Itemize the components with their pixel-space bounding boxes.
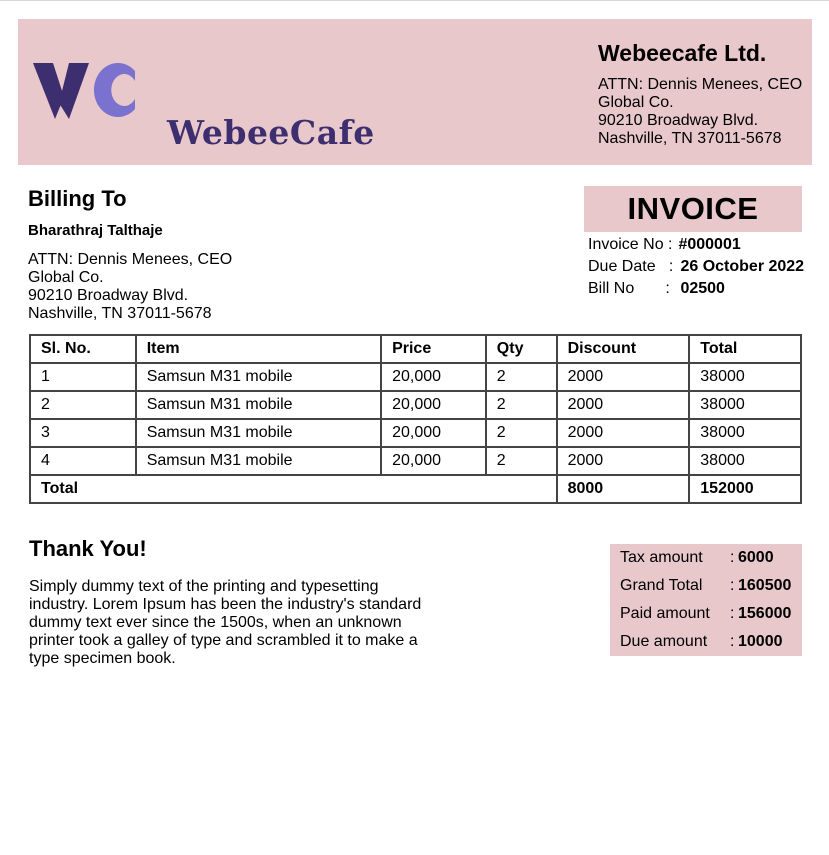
table-row [30, 419, 801, 447]
totals-summary [610, 544, 802, 656]
billing-address-line: 90210 Broadway Blvd. [28, 287, 189, 304]
tax-amount-label: Tax amount [620, 549, 703, 566]
table-row [30, 391, 801, 419]
due-amount-label: Due amount [620, 633, 708, 650]
paid-amount-label: Paid amount [620, 605, 710, 622]
column-header: Sl. No. [30, 335, 136, 363]
bill-number-value: 02500 [680, 280, 725, 297]
due-amount-value: 10000 [738, 633, 783, 650]
cell-sl-no: 4 [30, 447, 136, 475]
cell-discount: 2000 [557, 391, 690, 419]
column-header: Qty [486, 335, 557, 363]
due-date-label: Due Date : [588, 258, 674, 275]
grand-total-label: Grand Total [620, 577, 703, 594]
billing-address-line: ATTN: Dennis Menees, CEO [28, 251, 233, 268]
cell-price: 20,000 [381, 447, 486, 475]
thanks-title: Thank You! [29, 536, 147, 561]
cell-sl-no: 2 [30, 391, 136, 419]
table-header-row [30, 335, 801, 363]
company-block [598, 39, 802, 148]
cell-total: 38000 [689, 391, 801, 419]
invoice-title: INVOICE [627, 191, 759, 226]
cell-qty: 2 [486, 363, 557, 391]
billing-address [28, 251, 232, 323]
cell-discount: 2000 [557, 419, 690, 447]
company-name: Webeecafe Ltd. [598, 40, 767, 66]
cell-discount: 2000 [557, 447, 690, 475]
invoice-header [18, 19, 812, 165]
company-address-line: 90210 Broadway Blvd. [598, 112, 759, 129]
cell-sl-no: 3 [30, 419, 136, 447]
cell-item: Samsun M31 mobile [136, 363, 381, 391]
table-row [30, 447, 801, 475]
webeecafe-logo-icon [33, 59, 143, 123]
cell-price: 20,000 [381, 391, 486, 419]
invoice-number-label: Invoice No : [588, 236, 673, 253]
cell-item: Samsun M31 mobile [136, 419, 381, 447]
top-divider [0, 0, 829, 1]
cell-item: Samsun M31 mobile [136, 391, 381, 419]
total-label: Total [30, 475, 557, 503]
invoice-meta [588, 235, 804, 301]
company-address-line: Global Co. [598, 94, 674, 111]
total-amount: 152000 [689, 475, 801, 503]
cell-item: Samsun M31 mobile [136, 447, 381, 475]
cell-discount: 2000 [557, 363, 690, 391]
brand-logo [33, 59, 375, 152]
column-header: Price [381, 335, 486, 363]
billing-name: Bharathraj Talthaje [28, 222, 163, 239]
column-header: Total [689, 335, 801, 363]
billing-address-line: Global Co. [28, 269, 104, 286]
column-header: Discount [557, 335, 690, 363]
thanks-block [29, 535, 429, 668]
items-table [29, 334, 802, 504]
billing-block [28, 185, 232, 323]
total-discount: 8000 [557, 475, 690, 503]
cell-price: 20,000 [381, 363, 486, 391]
grand-total-value: 160500 [738, 577, 792, 594]
bill-number-row [588, 279, 804, 301]
cell-total: 38000 [689, 419, 801, 447]
brand-name: WebeeCafe [167, 113, 375, 152]
thanks-text: Simply dummy text of the printing and typesetting industry. Lorem Ipsum has been the industry's standard dummy text ever since the 1500s, when an unknown printer took a galley of type and scrambled it to make a type specimen book. [29, 578, 422, 667]
summary-separator: : [730, 633, 735, 650]
due-date-value: 26 October 2022 [680, 258, 805, 275]
cell-total: 38000 [689, 363, 801, 391]
company-address-line: Nashville, TN 37011-5678 [598, 130, 782, 147]
cell-total: 38000 [689, 447, 801, 475]
company-address-line: ATTN: Dennis Menees, CEO [598, 76, 803, 93]
tax-amount-value: 6000 [738, 549, 774, 566]
billing-address-line: Nashville, TN 37011-5678 [28, 305, 212, 322]
cell-sl-no: 1 [30, 363, 136, 391]
cell-qty: 2 [486, 419, 557, 447]
paid-amount-value: 156000 [738, 605, 792, 622]
cell-qty: 2 [486, 447, 557, 475]
due-date-row [588, 257, 804, 279]
summary-separator: : [730, 605, 735, 622]
summary-separator: : [730, 577, 735, 594]
invoice-number-row [588, 235, 804, 257]
bill-number-label: Bill No : [588, 280, 670, 297]
billing-title: Billing To [28, 186, 127, 211]
cell-price: 20,000 [381, 419, 486, 447]
invoice-title-box [584, 186, 802, 232]
summary-separator: : [730, 549, 735, 566]
table-row [30, 363, 801, 391]
table-total-row [30, 475, 801, 503]
invoice-number-value: #000001 [678, 236, 741, 253]
cell-qty: 2 [486, 391, 557, 419]
column-header: Item [136, 335, 381, 363]
